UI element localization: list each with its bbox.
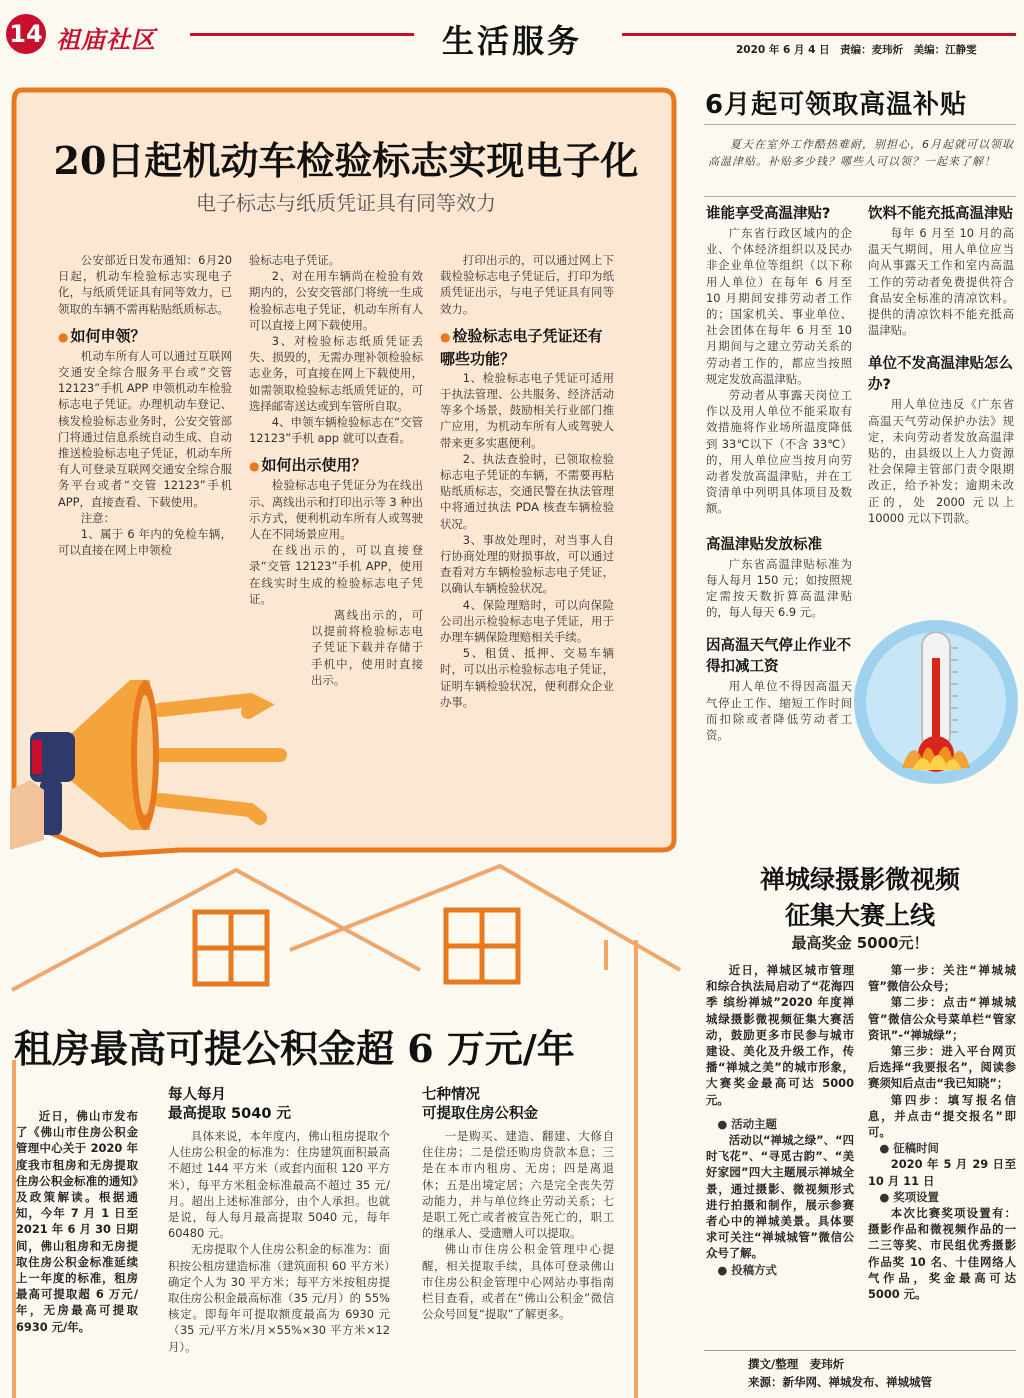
- article4-column-3: [422, 1086, 614, 1322]
- brand-name: 祖庙社区: [56, 25, 156, 54]
- credit-rule: [704, 1350, 1016, 1351]
- article2-left-column: [706, 204, 852, 743]
- contest-intro: 近日，禅城区城市管理和综合执法局启动了“花海四季 缤纷禅城”2020 年度禅城绿摄影微视频征集大赛活动，鼓励更多市民参与城市建设、美化及升级工作，传播“禅城之美”的城市形象，大赛奖金最高可达 5000 元。: [706, 963, 854, 1107]
- heading-seven-cases-a: 七种情况: [422, 1087, 480, 1103]
- no-wage-cut-paragraph: 用人单位不得因高温天气停止工作、缩短工作时间而扣除或者降低劳动者工资。: [706, 679, 852, 743]
- section-title: 生活服务: [442, 22, 583, 60]
- article2-intro: 夏天在室外工作酷热难耐，别担心，6月起就可以领取高温津贴。补贴多少钱？哪些人可以领？一起来了解！: [708, 138, 1014, 168]
- reminder-paragraph: 佛山市住房公积金管理中心提醒，相关提取手续，具体可登录佛山市住房公积金管理中心网站办事指南栏目查看，或者在“佛山公积金”微信公众号回复“提取”了解更多。: [422, 1242, 614, 1322]
- show-paragraph-4: 打印出示的，可以通过网上下载检验标志电子凭证后，打印为纸质凭证出示，与电子凭证具有同等效力。: [440, 253, 614, 316]
- heading-not-paid: 单位不发高温津贴怎么办?: [868, 356, 1013, 394]
- header-rule-right: [622, 33, 1016, 36]
- bullet-dot-icon: ●: [58, 329, 69, 344]
- note-label: 注意：: [80, 510, 115, 525]
- heading-who-eligible: 谁能享受高温津贴?: [706, 206, 831, 222]
- bullet-dot-icon: ●: [717, 1262, 732, 1277]
- bullet-dot-icon: ●: [879, 1189, 894, 1204]
- theme-paragraph: 活动以“禅城之绿”、“四时飞花”、“寻觅古韵”、“美好家园”四大主题展示禅城全景，通过摄影、微视频形式进行拍摄和制作，展示参赛者心中的禅城美景。具体要求可关注“禅城城管”微信公众号了解。: [706, 1133, 854, 1261]
- bullet-dot-icon: ●: [717, 1116, 732, 1131]
- article3-right-column: [868, 962, 1016, 1302]
- heading-award: ● 奖项设置: [879, 1189, 939, 1204]
- function-item-5: 5、租赁、抵押、交易车辆时，可以出示检验标志电子凭证，证明车辆检验状况，便利群众企业办事。: [440, 646, 614, 709]
- heading-time: ● 征稿时间: [879, 1141, 939, 1156]
- article4-column-2: [168, 1086, 390, 1355]
- note-item-1-cont: 验标志电子凭证。: [249, 253, 341, 267]
- step-3: 第三步：进入平台网页后选择“我要报名”，阅读参赛须知后点击“我已知晓”；: [868, 1044, 1016, 1091]
- article3-subtitle: 最高奖金 5000元！: [791, 934, 929, 952]
- article2-rule-2: [704, 196, 1016, 197]
- note-item-4: 4、申领车辆检验标志在“交管 12123”手机 app 就可以查看。: [249, 415, 423, 446]
- no-house-paragraph: 无房提取个人住房公积金的标准为：面积按公租房建造标准（建筑面积 60 平方米）确定个人为 30 平方米；每平方米按租房提取住房公积金最高标准（35 元/月）的 55%核定。即每年可提取额度最高为 6930 元（35 元/平方米/月×55%×30 平方米×12 月）。: [168, 1242, 390, 1354]
- step-2: 第二步：点击“禅城城管”微信公众号菜单栏“管家资讯”-“禅城绿”；: [868, 995, 1016, 1042]
- heading-theme: ● 活动主题: [717, 1116, 777, 1131]
- eligible-paragraph: 广东省行政区域内的企业、个体经济组织以及民办非企业单位等组织（以下称用人单位）在每年 6 月至 10 月期间安排劳动者工作的；国家机关、事业单位、社会团体在每年 6 月至 10 月期间与之建立劳动关系的劳动者工作的，都应当按照规定发放高温津贴。: [706, 226, 852, 386]
- heading-submit: ● 投稿方式: [717, 1262, 777, 1277]
- article1-column-1: [58, 252, 232, 558]
- heading-functions: ● 检验标志电子凭证还有哪些功能？: [440, 326, 603, 368]
- article2-title: 6月起可领取高温补贴: [705, 90, 968, 120]
- article4-lead: [16, 1108, 138, 1335]
- show-paragraph-3: 离线出示的，可以提前将检验标志电子凭证下载并存储于手机中，使用时直接出示。: [311, 608, 423, 687]
- article1-subtitle: 电子标志与纸质凭证具有同等效力: [196, 191, 496, 215]
- article2-right-column: [868, 204, 1014, 526]
- bullet-dot-icon: ●: [440, 329, 451, 344]
- standard-paragraph: 广东省高温津贴标准为每人每月 150 元；如按照规定需按天数折算高温津贴的，每人每天 6.9 元。: [706, 556, 852, 620]
- bullet-dot-icon: ●: [249, 459, 260, 474]
- not-paid-paragraph: 用人单位违反《广东省高温天气劳动保护办法》规定，未向劳动者发放高温津贴的，由县级以上人力资源社会保障主管部门责令限期改正，给予补发；逾期未改正的，处 2000 元以上10000 元以下罚款。: [868, 397, 1014, 525]
- award-paragraph: 本次比赛奖项设置有：摄影作品和微视频作品的一二三等奖、市民组优秀摄影作品奖 10 名、十佳网络人气作品，奖金最高可达 5000 元。: [868, 1206, 1016, 1302]
- article3-title-line-2: 征集大赛上线: [784, 901, 935, 930]
- step-1: 第一步：关注“禅城城管”微信公众号；: [868, 963, 1016, 994]
- function-item-3: 3、事故处理时，对当事人自行协商处理的财损事故，可以通过查看对方车辆检验标志电子凭证，以确认车辆检验状况。: [440, 532, 614, 596]
- article1-title: 20日起机动车检验标志实现电子化: [53, 138, 639, 183]
- heading-how-to-show: ● 如何出示使用？: [249, 456, 367, 475]
- page-number: 14: [9, 20, 43, 48]
- issue-meta: 2020 年 6 月 4 日 责编：麦玮炘 美编：江静雯: [736, 44, 977, 56]
- seven-cases-paragraph: 一是购买、建造、翻建、大修自住住房；二是偿还购房贷款本息；三是在本市内租房、无房；四是离退休；五是出境定居；六是完全丧失劳动能力，并与单位终止劳动关系；七是职工死亡或者被宣告死亡的，职工的继承人、受遗赠人可以提取。: [422, 1129, 614, 1241]
- show-paragraph-2: 在线出示的，可以直接登录“交管 12123”手机 APP，使用在线实时生成的检验标志电子凭证。: [249, 543, 423, 606]
- heading-no-wage-cut: 因高温天气停止作业不得扣减工资: [706, 638, 851, 676]
- heading-monthly-b: 最高提取 5040 元: [168, 1106, 291, 1122]
- credit-source: 来源：新华网、禅城发布、禅城城管: [748, 1375, 932, 1389]
- function-item-1: 1、检验标志电子凭证可适用于执法管理、公共服务、经济活动等多个场景，鼓励相关行业部门推广应用，为机动车所有人或驾驶人带来更多实惠便利。: [440, 370, 614, 450]
- credit-author: 撰文/整理 麦玮炘: [748, 1357, 845, 1371]
- heading-how-to-apply: ● 如何申领？: [58, 326, 146, 345]
- note-item-1: 1、属于 6 年内的免检车辆，可以直接在网上申领检: [58, 527, 232, 558]
- show-paragraph-1: 检验标志电子凭证分为在线出示、离线出示和打印出示等 3 种出示方式，便利机动车所有人或驾驶人在不同场景应用。: [249, 478, 423, 542]
- function-item-2: 2、执法查验时，已领取检验标志电子凭证的车辆，不需要再粘贴纸质标志，交通民警在执法管理中将通过执法 PDA 核查车辆检验状况。: [440, 451, 614, 531]
- heading-seven-cases-b: 可提取住房公积金: [422, 1106, 538, 1122]
- article3-left-column: [706, 962, 854, 1278]
- article2-rule: [704, 124, 1016, 125]
- eligible-paragraph-2: 劳动者从事露天岗位工作以及用人单位不能采取有效措施将作业场所温度降低到 33℃以下（不含 33℃）的，用人单位应当按月向劳动者发放高温津贴，并在工资清单中列明具体项目及数额。: [706, 388, 852, 516]
- article1-column-2: [249, 252, 423, 688]
- apply-paragraph: 机动车所有人可以通过互联网交通安全综合服务平台或“交管 12123”手机 APP 申领机动车检验标志电子凭证。办理机动车登记、核发检验标志业务时，公安交管部门将通过信息系统自动生成、自动推送检验标志电子凭证，机动车所有人可登录互联网交通安全综合服务平台或者“交管 12123”手机 APP，直接查看、下载使用。: [58, 348, 232, 509]
- lead-paragraph: 近日，佛山市发布了《佛山市住房公积金管理中心关于 2020 年度我市租房和无房提取住房公积金标准的通知》及政策解读。根据通知，今年 7 月 1 日至 2021 年 6 月 30 日期间，佛山租房和无房提取住房公积金标准延续上一年度的标准，租房最高可提取超 6 万元/年，无房最高可提取 6930 元/年。: [16, 1109, 138, 1334]
- rent-standard-paragraph: 具体来说，本年度内，佛山租房提取个人住房公积金的标准为：住房建筑面积最高不超过 144 平方米（或套内面积 120 平方米），每平方米租金标准最高不超过 35 元/月。超出上述标准部分，由个人承担。也就是说，每人每月最高提取 5040 元，每年 60480 元。: [168, 1129, 390, 1241]
- function-item-4: 4、保险理赔时，可以向保险公司出示检验标志电子凭证，用于办理车辆保险理赔相关手续。: [440, 597, 614, 645]
- heading-monthly-a: 每人每月: [168, 1087, 226, 1103]
- megaphone-icon: [10, 640, 300, 860]
- article3-title-line-1: 禅城绿摄影微视频: [759, 865, 960, 894]
- thermometer-icon: [852, 618, 1020, 786]
- note-item-3: 3、对检验标志纸质凭证丢失、损毁的，无需办理补领检验标志业务，可直接在网上下载使用，如需领取检验标志纸质凭证的，可选择邮寄送达或到车管所自取。: [249, 334, 423, 413]
- step-4: 第四步：填写报名信息，并点击“提交报名”即可。: [868, 1092, 1016, 1140]
- article4-title: 租房最高可提公积金超 6 万元/年: [14, 1026, 575, 1071]
- drinks-paragraph: 每年 6 月至 10 月的高温天气期间，用人单位应当向从事露天工作和室内高温工作的劳动者免费提供符合食品安全标准的清凉饮料。提供的清凉饮料不能充抵高温津贴。: [868, 226, 1014, 338]
- heading-standard: 高温津贴发放标准: [706, 536, 822, 553]
- header-rule-left: [190, 33, 414, 36]
- note-item-2: 2、对在用车辆尚在检验有效期内的，公安交管部门将统一生成检验标志电子凭证，机动车所有人可以直接上网下载使用。: [249, 269, 423, 332]
- article1-column-3: [440, 252, 614, 710]
- page-number-badge: [6, 14, 46, 54]
- article1-intro: 公安部近日发布通知：6月20日起，机动车检验标志实现电子化，与纸质凭证具有同等效力，已领取的车辆不需再粘贴纸质标志。: [58, 253, 232, 316]
- time-paragraph: 2020 年 5 月 29 日至 10 月 11 日: [868, 1157, 1016, 1188]
- heading-drinks: 饮料不能充抵高温津贴: [868, 206, 1013, 222]
- bullet-dot-icon: ●: [879, 1141, 894, 1156]
